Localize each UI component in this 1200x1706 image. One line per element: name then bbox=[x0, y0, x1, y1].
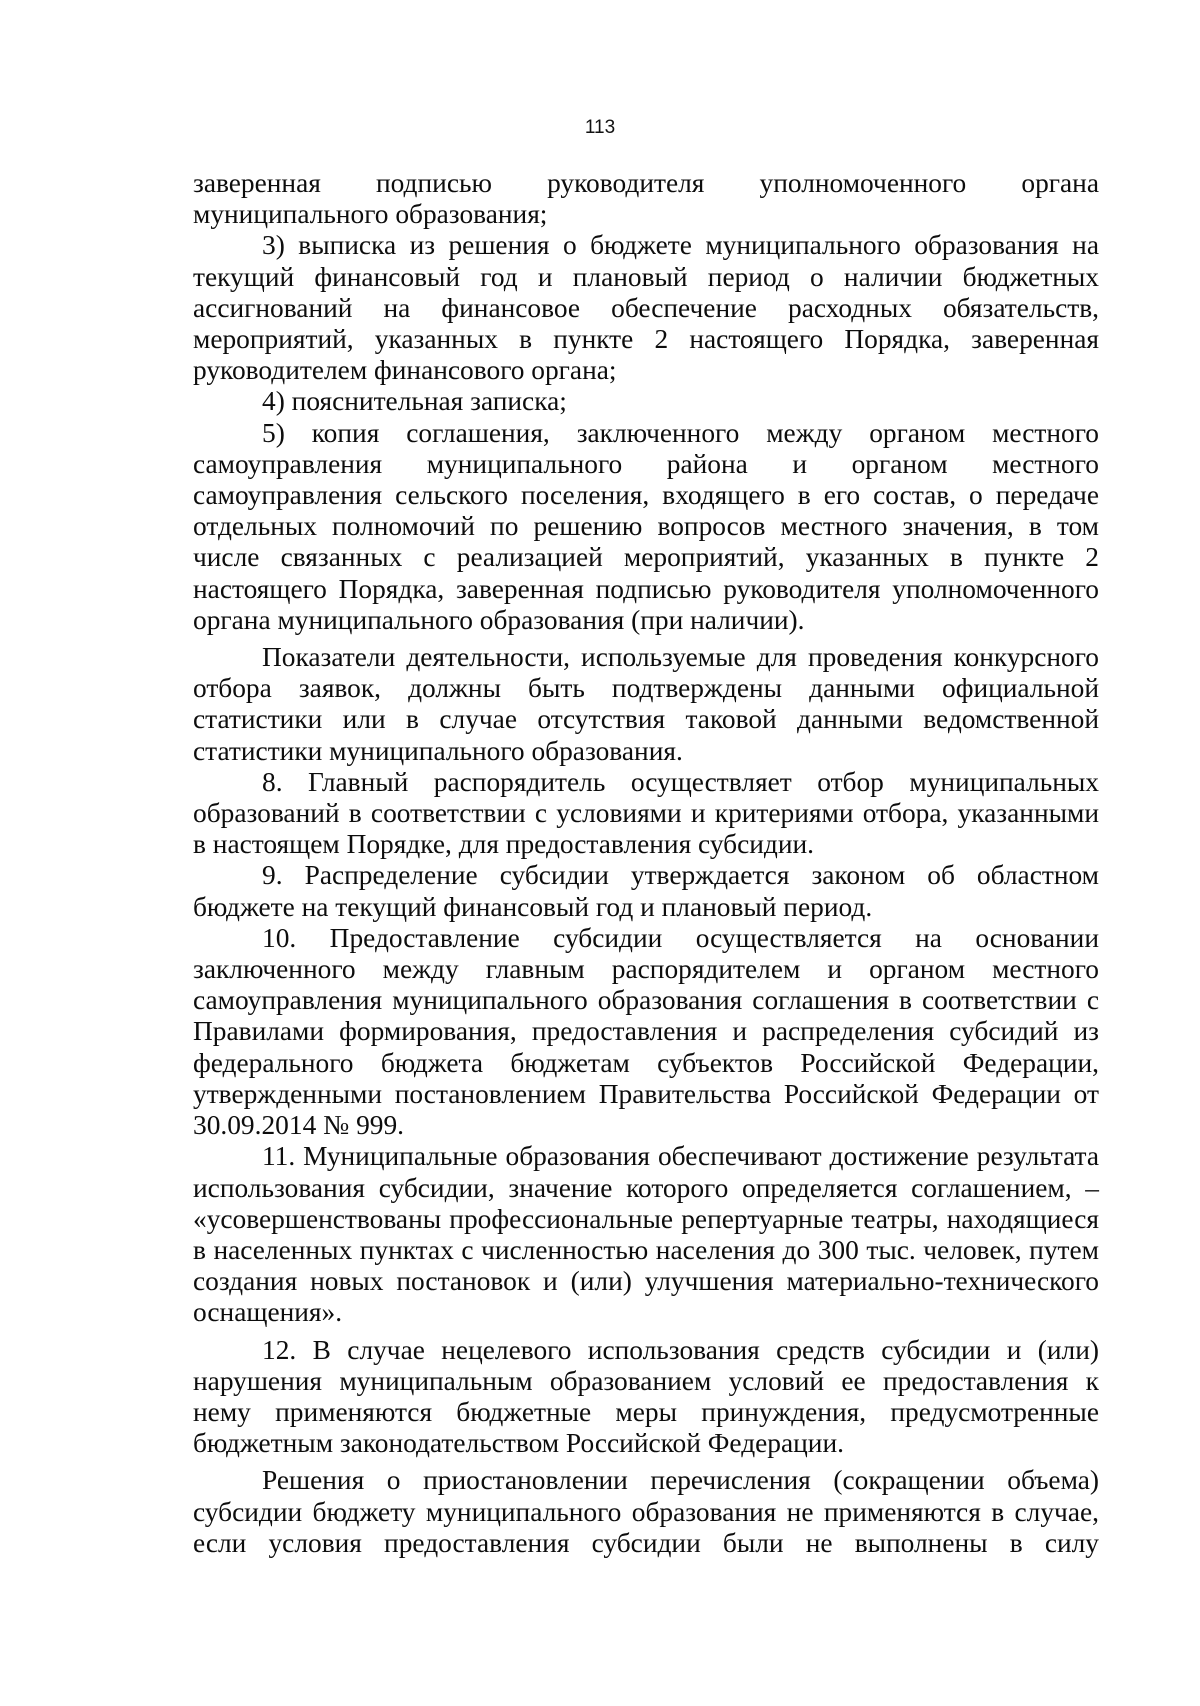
paragraph-clause-9: 9. Распределение субсидии утверждается законом об областном бюджете на текущий финансовый год и плановый период. bbox=[193, 860, 1099, 922]
paragraph-clause-10: 10. Предоставление субсидии осуществляется на основании заключенного между главным распорядителем и органом местного самоуправления муниципального образования соглашения в соответствии с Правилами формирования, предоставления и распределения субсидий из федерального бюджета бюджетам субъектов Российской Федерации, утвержденными постановлением Правительства Российской Федерации от 30.09.2014 № 999. bbox=[193, 922, 1099, 1141]
paragraph-item-4: 4) пояснительная записка; bbox=[262, 386, 567, 417]
document-body bbox=[193, 168, 1099, 1559]
paragraph-clause-12: 12. В случае нецелевого использования средств субсидии и (или) нарушения муниципальным образованием условий ее предоставления к нему применяются бюджетные меры принуждения, предусмотренные бюджетным законодательством Российской Федерации. bbox=[193, 1334, 1099, 1459]
paragraph-item-5: 5) копия соглашения, заключенного между органом местного самоуправления муниципального района и органом местного самоуправления сельского поселения, входящего в его состав, о передаче отдельных полномочий по решению вопросов местного значения, в том числе связанных с реализацией мероприятий, указанных в пункте 2 настоящего Порядка, заверенная подписью руководителя уполномоченного органа муниципального образования (при наличии). bbox=[193, 417, 1099, 635]
paragraph-indicators: Показатели деятельности, используемые для проведения конкурсного отбора заявок, должны быть подтверждены данными официальной статистики или в случае отсутствия таковой данными ведомственной статистики муниципального образования. bbox=[193, 642, 1099, 766]
paragraph-decisions: Решения о приостановлении перечисления (сокращении объема) субсидии бюджету муниципального образования не применяются в случае, если условия предоставления субсидии были не выполнены в силу bbox=[193, 1465, 1099, 1558]
paragraph-clause-11: 11. Муниципальные образования обеспечивают достижение результата использования субсидии, значение которого определяется соглашением, – «усовершенствованы профессиональные репертуарные театры, находящиеся в населенных пунктах с численностью населения до 300 тыс. человек, путем создания новых постановок и (или) улучшения материально-технического оснащения». bbox=[193, 1141, 1099, 1328]
paragraph-continuation: заверенная подписью руководителя уполномоченного органа муниципального образования; bbox=[193, 168, 1099, 230]
page-number: 113 bbox=[584, 117, 616, 138]
paragraph-clause-8: 8. Главный распорядитель осуществляет отбор муниципальных образований в соответствии с условиями и критериями отбора, указанными в настоящем Порядке, для предоставления субсидии. bbox=[193, 766, 1099, 860]
paragraph-item-3: 3) выписка из решения о бюджете муниципального образования на текущий финансовый год и плановый период о наличии бюджетных ассигнований на финансовое обеспечение расходных обязательств, мероприятий, указанных в пункте 2 настоящего Порядка, заверенная руководителем финансового органа; bbox=[193, 230, 1099, 386]
